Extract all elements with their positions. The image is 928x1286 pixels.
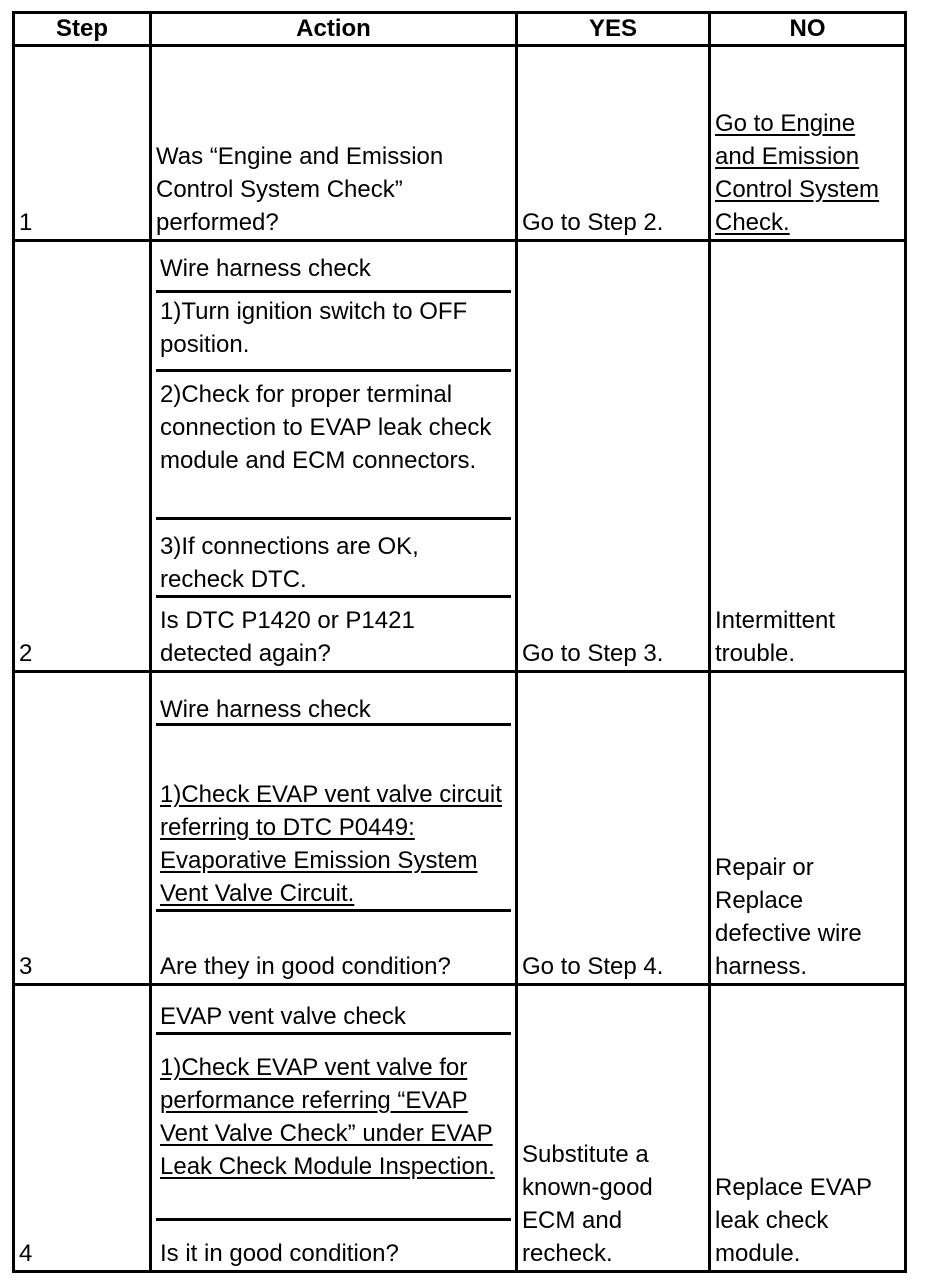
- step-number: 3: [14, 672, 151, 985]
- action-cell: [151, 46, 517, 241]
- step-number: 2: [14, 241, 151, 672]
- action-question: Was “Engine and Emission Control System Check” performed?: [156, 143, 444, 236]
- action-title: Wire harness check: [156, 248, 511, 293]
- header-no: NO: [710, 13, 906, 46]
- header-yes: YES: [517, 13, 710, 46]
- action-step: 3)If connections are OK, recheck DTC.: [156, 520, 511, 598]
- action-step: 1)Turn ignition switch to OFF position.: [156, 293, 511, 372]
- header-row: [14, 13, 906, 46]
- action-cell: [151, 241, 517, 672]
- step-number: 4: [14, 985, 151, 1272]
- action-cell: [151, 672, 517, 985]
- yes-cell: Substitute a known-good ECM and recheck.: [517, 985, 710, 1272]
- table-row: [14, 46, 906, 241]
- evap-vent-valve-check-link[interactable]: 1)Check EVAP vent valve for performance referring “EVAP Vent Valve Check” under EVAP Leak Check Module Inspection.: [160, 1054, 495, 1180]
- action-question: Is it in good condition?: [160, 1240, 399, 1267]
- table-row: [14, 241, 906, 672]
- diagnostic-table: [12, 11, 907, 1273]
- action-step-wrap: [156, 1035, 511, 1221]
- action-cell: [151, 985, 517, 1272]
- dtc-p0449-link[interactable]: 1)Check EVAP vent valve circuit referring to DTC P0449: Evaporative Emission System Vent Valve Circuit.: [160, 781, 502, 907]
- header-step: Step: [14, 13, 151, 46]
- no-cell: Replace EVAP leak check module.: [710, 985, 906, 1272]
- no-cell: Repair or Replace defective wire harness.: [710, 672, 906, 985]
- no-cell: [710, 46, 906, 241]
- action-step-wrap: [156, 726, 511, 912]
- engine-emission-check-link[interactable]: Go to Engine and Emission Control System Check.: [715, 110, 880, 236]
- action-title: EVAP vent valve check: [156, 990, 511, 1035]
- header-action: Action: [151, 13, 517, 46]
- step-number: 1: [14, 46, 151, 241]
- yes-cell: Go to Step 4.: [517, 672, 710, 985]
- table-row: [14, 985, 906, 1272]
- action-step: 2)Check for proper terminal connection to EVAP leak check module and ECM connectors.: [156, 372, 511, 520]
- no-cell: Intermittent trouble.: [710, 241, 906, 672]
- action-title: Wire harness check: [156, 675, 511, 726]
- action-question: Is DTC P1420 or P1421 detected again?: [160, 607, 415, 667]
- yes-cell: Go to Step 3.: [517, 241, 710, 672]
- yes-cell: Go to Step 2.: [517, 46, 710, 241]
- action-question: Are they in good condition?: [160, 953, 451, 980]
- table-row: [14, 672, 906, 985]
